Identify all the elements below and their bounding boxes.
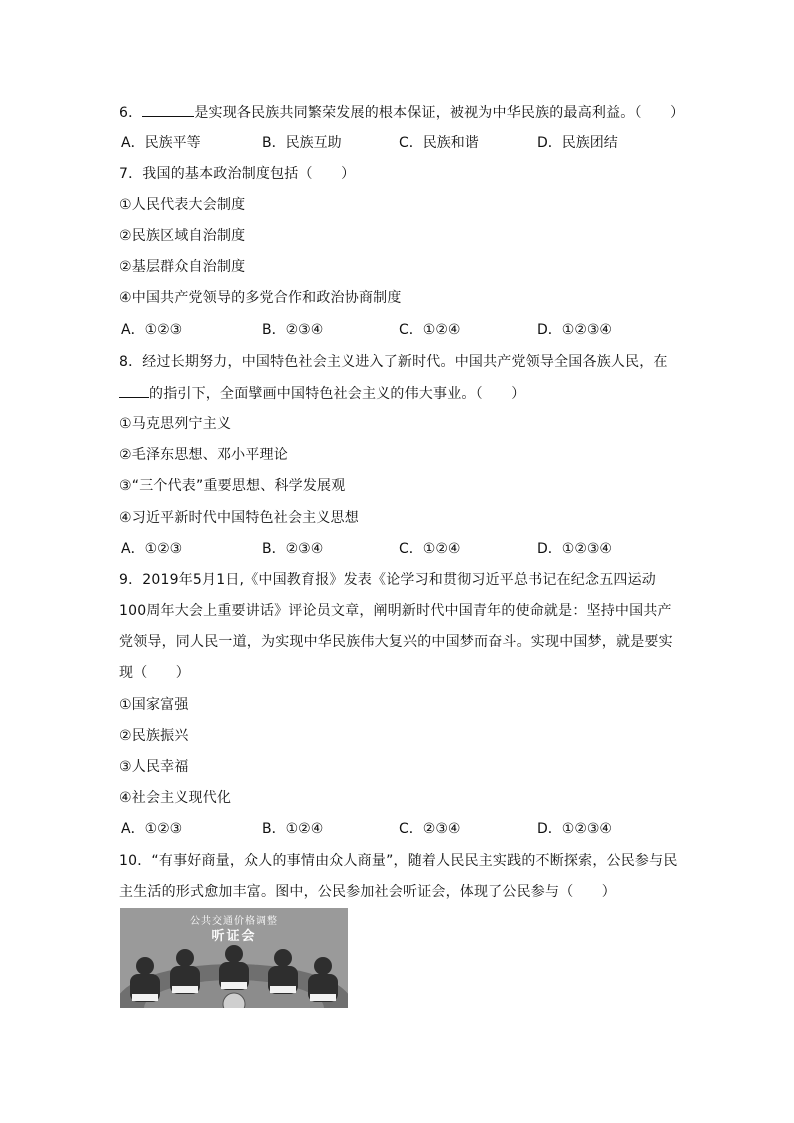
- q8-item-4: ④习近平新时代中国特色社会主义思想: [119, 510, 359, 526]
- q6-stem: 6． 是实现各民族共同繁荣发展的根本保证，被视为中华民族的最高利益。（ ）: [119, 102, 684, 123]
- q7-stem: 7．我国的基本政治制度包括（ ）: [119, 166, 356, 182]
- figure-title: 听证会: [211, 929, 257, 944]
- q8-option-a: A．①②③: [121, 541, 183, 557]
- q9-stem-line2: 100周年大会上重要讲话》评论员文章，阐明新时代中国青年的使命就是：坚持中国共产: [119, 603, 672, 619]
- q9-item-1: ①国家富强: [119, 697, 189, 713]
- q7-option-c: C．①②④: [399, 322, 461, 338]
- figure-banner: 公共交通价格调整: [190, 916, 278, 927]
- q8-item-1: ①马克思列宁主义: [119, 416, 232, 432]
- q9-option-d: D．①②③④: [537, 821, 612, 837]
- q10-stem-line1: 10．“有事好商量，众人的事情由众人商量”，随着人民民主实践的不断探索，公民参与民: [119, 853, 678, 869]
- q8-option-d: D．①②③④: [537, 541, 612, 557]
- q7-item-1: ①人民代表大会制度: [119, 197, 246, 213]
- q9-option-b: B．①②④: [262, 821, 324, 837]
- q9-item-4: ④社会主义现代化: [119, 790, 232, 806]
- fill-blank: [142, 102, 194, 117]
- q9-option-a: A．①②③: [121, 821, 183, 837]
- q9-stem-line1: 9．2019年5月1日,《中国教育报》发表《论学习和贯彻习近平总书记在纪念五四运动: [119, 572, 656, 588]
- q8-stem-line2: 的指引下，全面擘画中国特色社会主义的伟大事业。（ ）: [119, 383, 525, 404]
- q8-option-b: B．②③④: [262, 541, 324, 557]
- q9-stem-line4: 现（ ）: [119, 665, 190, 681]
- fill-blank: [119, 383, 149, 398]
- q6-option-d: D．民族团结: [537, 135, 618, 151]
- q8-stem-line1: 8．经过长期努力，中国特色社会主义进入了新时代。中国共产党领导全国各族人民，在: [119, 354, 668, 370]
- q8-option-c: C．①②④: [399, 541, 461, 557]
- q8-item-2: ②毛泽东思想、邓小平理论: [119, 447, 288, 463]
- hearing-illustration: [120, 908, 348, 1008]
- q9-option-c: C．②③④: [399, 821, 461, 837]
- q6-option-b: B．民族互助: [262, 135, 342, 151]
- q9-stem-line3: 党领导，同人民一道，为实现中华民族伟大复兴的中国梦而奋斗。实现中国梦，就是要实: [119, 634, 673, 650]
- q6-option-c: C．民族和谐: [399, 135, 479, 151]
- q7-option-d: D．①②③④: [537, 322, 612, 338]
- q6-option-a: A．民族平等: [121, 135, 201, 151]
- q7-option-b: B．②③④: [262, 322, 324, 338]
- q9-item-3: ③人民幸福: [119, 759, 189, 775]
- q7-item-2: ②民族区域自治制度: [119, 228, 246, 244]
- q7-option-a: A．①②③: [121, 322, 183, 338]
- q7-item-4: ④中国共产党领导的多党合作和政治协商制度: [119, 290, 402, 306]
- q10-stem-line2: 主生活的形式愈加丰富。图中，公民参加社会听证会，体现了公民参与（ ）: [119, 884, 616, 900]
- q8-item-3: ③“三个代表”重要思想、科学发展观: [119, 478, 346, 494]
- hearing-scene: [120, 908, 348, 1008]
- q7-item-3: ②基层群众自治制度: [119, 259, 246, 275]
- q9-item-2: ②民族振兴: [119, 728, 189, 744]
